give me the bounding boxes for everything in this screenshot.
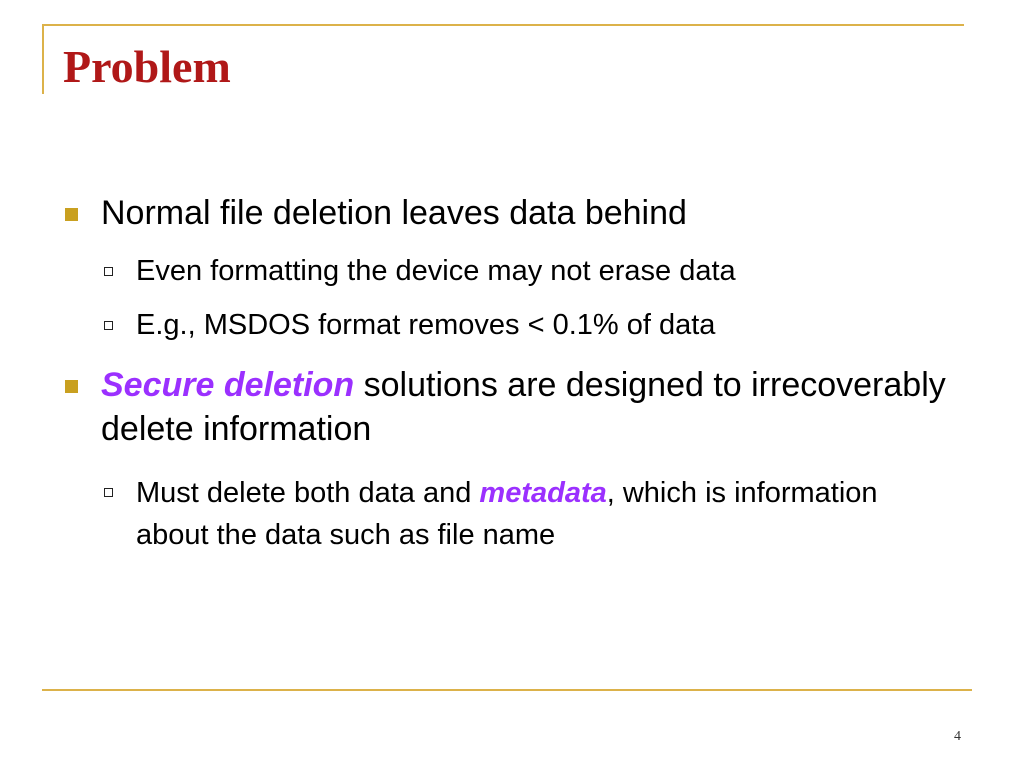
slide-title: Problem bbox=[63, 41, 231, 92]
metadata-highlight: metadata bbox=[479, 477, 607, 509]
secure-deletion-highlight: Secure deletion bbox=[101, 366, 355, 404]
bullet-2-sub-1-after: , which is information about the data such as file name bbox=[136, 477, 878, 551]
footer-rule bbox=[42, 689, 972, 691]
square-bullet-icon bbox=[65, 208, 78, 221]
title-frame-top-rule bbox=[42, 24, 964, 26]
hollow-square-bullet-icon bbox=[104, 321, 113, 330]
title-frame-left-rule bbox=[42, 24, 44, 94]
bullet-2-text bbox=[101, 363, 961, 451]
page-number: 4 bbox=[954, 729, 961, 744]
square-bullet-icon bbox=[65, 380, 78, 393]
bullet-2-rest: solutions are designed to irrecoverably delete information bbox=[101, 366, 946, 448]
bullet-1-sub-1-text: Even formatting the device may not erase data bbox=[136, 255, 736, 287]
bullet-1-sub-2-text: E.g., MSDOS format removes < 0.1% of data bbox=[136, 309, 716, 341]
bullet-2-sub-1-text bbox=[136, 472, 956, 556]
hollow-square-bullet-icon bbox=[104, 267, 113, 276]
bullet-1-text: Normal file deletion leaves data behind bbox=[101, 194, 687, 232]
bullet-2-sub-1-before: Must delete both data and bbox=[136, 477, 480, 509]
hollow-square-bullet-icon bbox=[104, 488, 113, 497]
